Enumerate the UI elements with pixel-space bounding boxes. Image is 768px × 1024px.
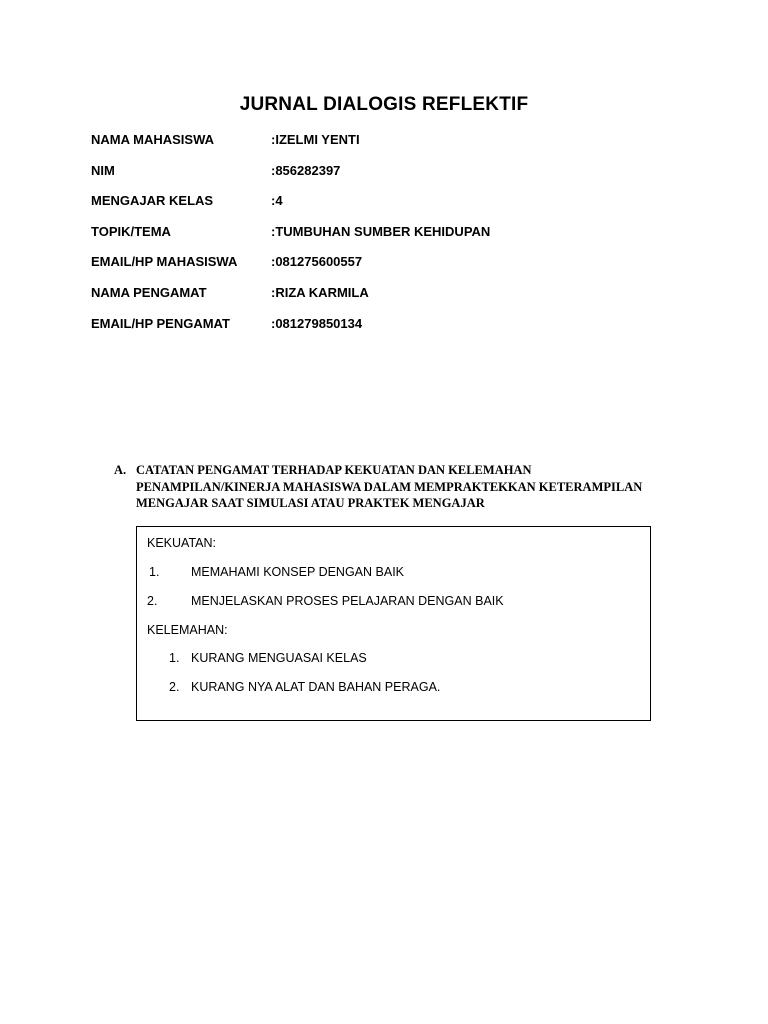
info-row-email-pengamat (91, 316, 490, 347)
info-value: :IZELMI YENTI (271, 132, 360, 147)
info-value: :4 (271, 193, 283, 209)
document-title: JURNAL DIALOGIS REFLEKTIF (239, 94, 529, 115)
section-a-heading (114, 462, 674, 512)
list-number: 2. (169, 680, 180, 694)
list-text: KURANG NYA ALAT DAN BAHAN PERAGA. (191, 680, 441, 694)
list-item (169, 680, 440, 694)
list-number: 1. (149, 565, 160, 579)
info-value: :081279850134 (271, 315, 363, 331)
info-label: MENGAJAR KELAS (91, 193, 214, 209)
info-value: :856282397 (271, 162, 341, 178)
info-label: EMAIL/HP MAHASISWA (91, 254, 238, 270)
info-row-nama-pengamat (91, 285, 490, 316)
section-letter: A. (114, 463, 127, 477)
info-row-topik-tema (91, 224, 490, 255)
list-item (169, 651, 367, 665)
info-row-mengajar-kelas (91, 193, 490, 224)
list-number: 1. (169, 651, 180, 665)
info-value: :RIZA KARMILA (271, 284, 369, 300)
info-row-nim (91, 163, 490, 194)
info-row-nama-mahasiswa (91, 132, 490, 163)
kelemahan-label: KELEMAHAN: (147, 623, 228, 637)
info-value: :081275600557 (271, 254, 363, 270)
section-heading-text: CATATAN PENGAMAT TERHADAP KEKUATAN DAN KELEMAHAN PENAMPILAN/KINERJA MAHASISWA DALAM MEMPRAKTEKKAN KETERAMPILAN MENGAJAR SAAT SIMULASI ATAU PRAKTEK MENGAJAR (136, 463, 643, 510)
student-info-table (91, 132, 490, 346)
info-label: NAMA MAHASISWA (91, 132, 215, 147)
kekuatan-label: KEKUATAN: (147, 536, 216, 550)
info-label: EMAIL/HP PENGAMAT (91, 315, 230, 331)
list-item (147, 594, 504, 608)
info-row-email-mahasiswa (91, 254, 490, 285)
observer-notes-box (136, 526, 651, 721)
list-item (149, 565, 404, 579)
info-label: NIM (91, 162, 115, 178)
info-label: TOPIK/TEMA (91, 223, 171, 239)
list-text: KURANG MENGUASAI KELAS (191, 651, 367, 665)
list-number: 2. (147, 594, 158, 608)
info-value: :TUMBUHAN SUMBER KEHIDUPAN (271, 223, 491, 239)
list-text: MENJELASKAN PROSES PELAJARAN DENGAN BAIK (191, 594, 504, 608)
list-text: MEMAHAMI KONSEP DENGAN BAIK (191, 565, 405, 579)
info-label: NAMA PENGAMAT (91, 284, 207, 300)
